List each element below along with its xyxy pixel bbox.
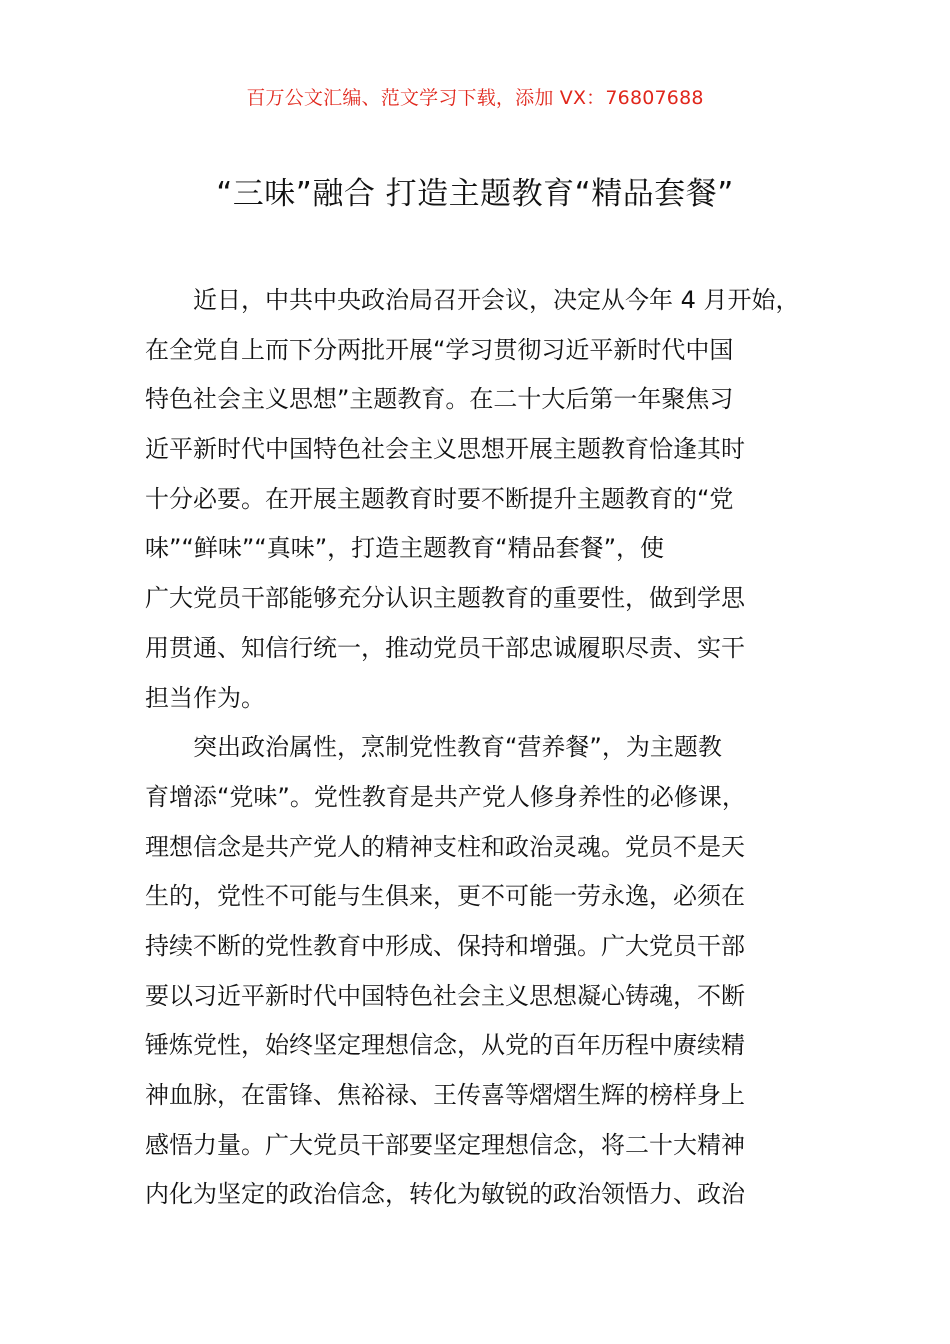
text-line: 育增添“党味”。党性教育是共产党人修身养性的必修课， bbox=[145, 782, 746, 811]
text-line: 要以习近平新时代中国特色社会主义思想凝心铸魂，不断 bbox=[145, 981, 745, 1010]
paragraph-1 bbox=[145, 276, 835, 723]
watermark-banner: 百万公文汇编、范文学习下载，添加 VX：76807688 bbox=[246, 87, 704, 109]
text-line: 锤炼党性，始终坚定理想信念，从党的百年历程中赓续精 bbox=[145, 1031, 745, 1060]
text-line: 内化为坚定的政治信念，转化为敏锐的政治领悟力、政治 bbox=[145, 1180, 745, 1209]
text-line: 神血脉，在雷锋、焦裕禄、王传喜等熠熠生辉的榜样身上 bbox=[145, 1081, 745, 1109]
text-line: 感悟力量。广大党员干部要坚定理想信念，将二十大精神 bbox=[145, 1130, 745, 1159]
paragraph-2 bbox=[145, 723, 835, 1220]
text-line: 理想信念是共产党人的精神支柱和政治灵魂。党员不是天 bbox=[145, 832, 745, 861]
text-line: 用贯通、知信行统一，推动党员干部忠诚履职尽责、实干 bbox=[145, 633, 745, 662]
document-title: “三味”融合 打造主题教育“精品套餐” bbox=[216, 176, 734, 212]
text-line: 味”“鲜味”“真味”，打造主题教育“精品套餐”，使 bbox=[145, 534, 665, 563]
text-line: 特色社会主义思想”主题教育。在二十大后第一年聚焦习 bbox=[145, 385, 734, 414]
text-line: 在全党自上而下分两批开展“学习贯彻习近平新时代中国 bbox=[145, 335, 734, 364]
text-line: 广大党员干部能够充分认识主题教育的重要性，做到学思 bbox=[145, 584, 745, 613]
text-line: 突出政治属性，烹制党性教育“营养餐”，为主题教 bbox=[193, 733, 722, 762]
text-line: 近平新时代中国特色社会主义思想开展主题教育恰逢其时 bbox=[145, 435, 745, 464]
text-line: 担当作为。 bbox=[145, 683, 265, 712]
document-body bbox=[145, 276, 835, 1220]
text-line: 生的，党性不可能与生俱来，更不可能一劳永逸，必须在 bbox=[145, 882, 745, 911]
text-line: 持续不断的党性教育中形成、保持和增强。广大党员干部 bbox=[145, 931, 745, 960]
text-line: 近日，中共中央政治局召开会议，决定从今年 4 月开始， bbox=[193, 286, 800, 314]
text-line: 十分必要。在开展主题教育时要不断提升主题教育的“党 bbox=[145, 484, 734, 513]
